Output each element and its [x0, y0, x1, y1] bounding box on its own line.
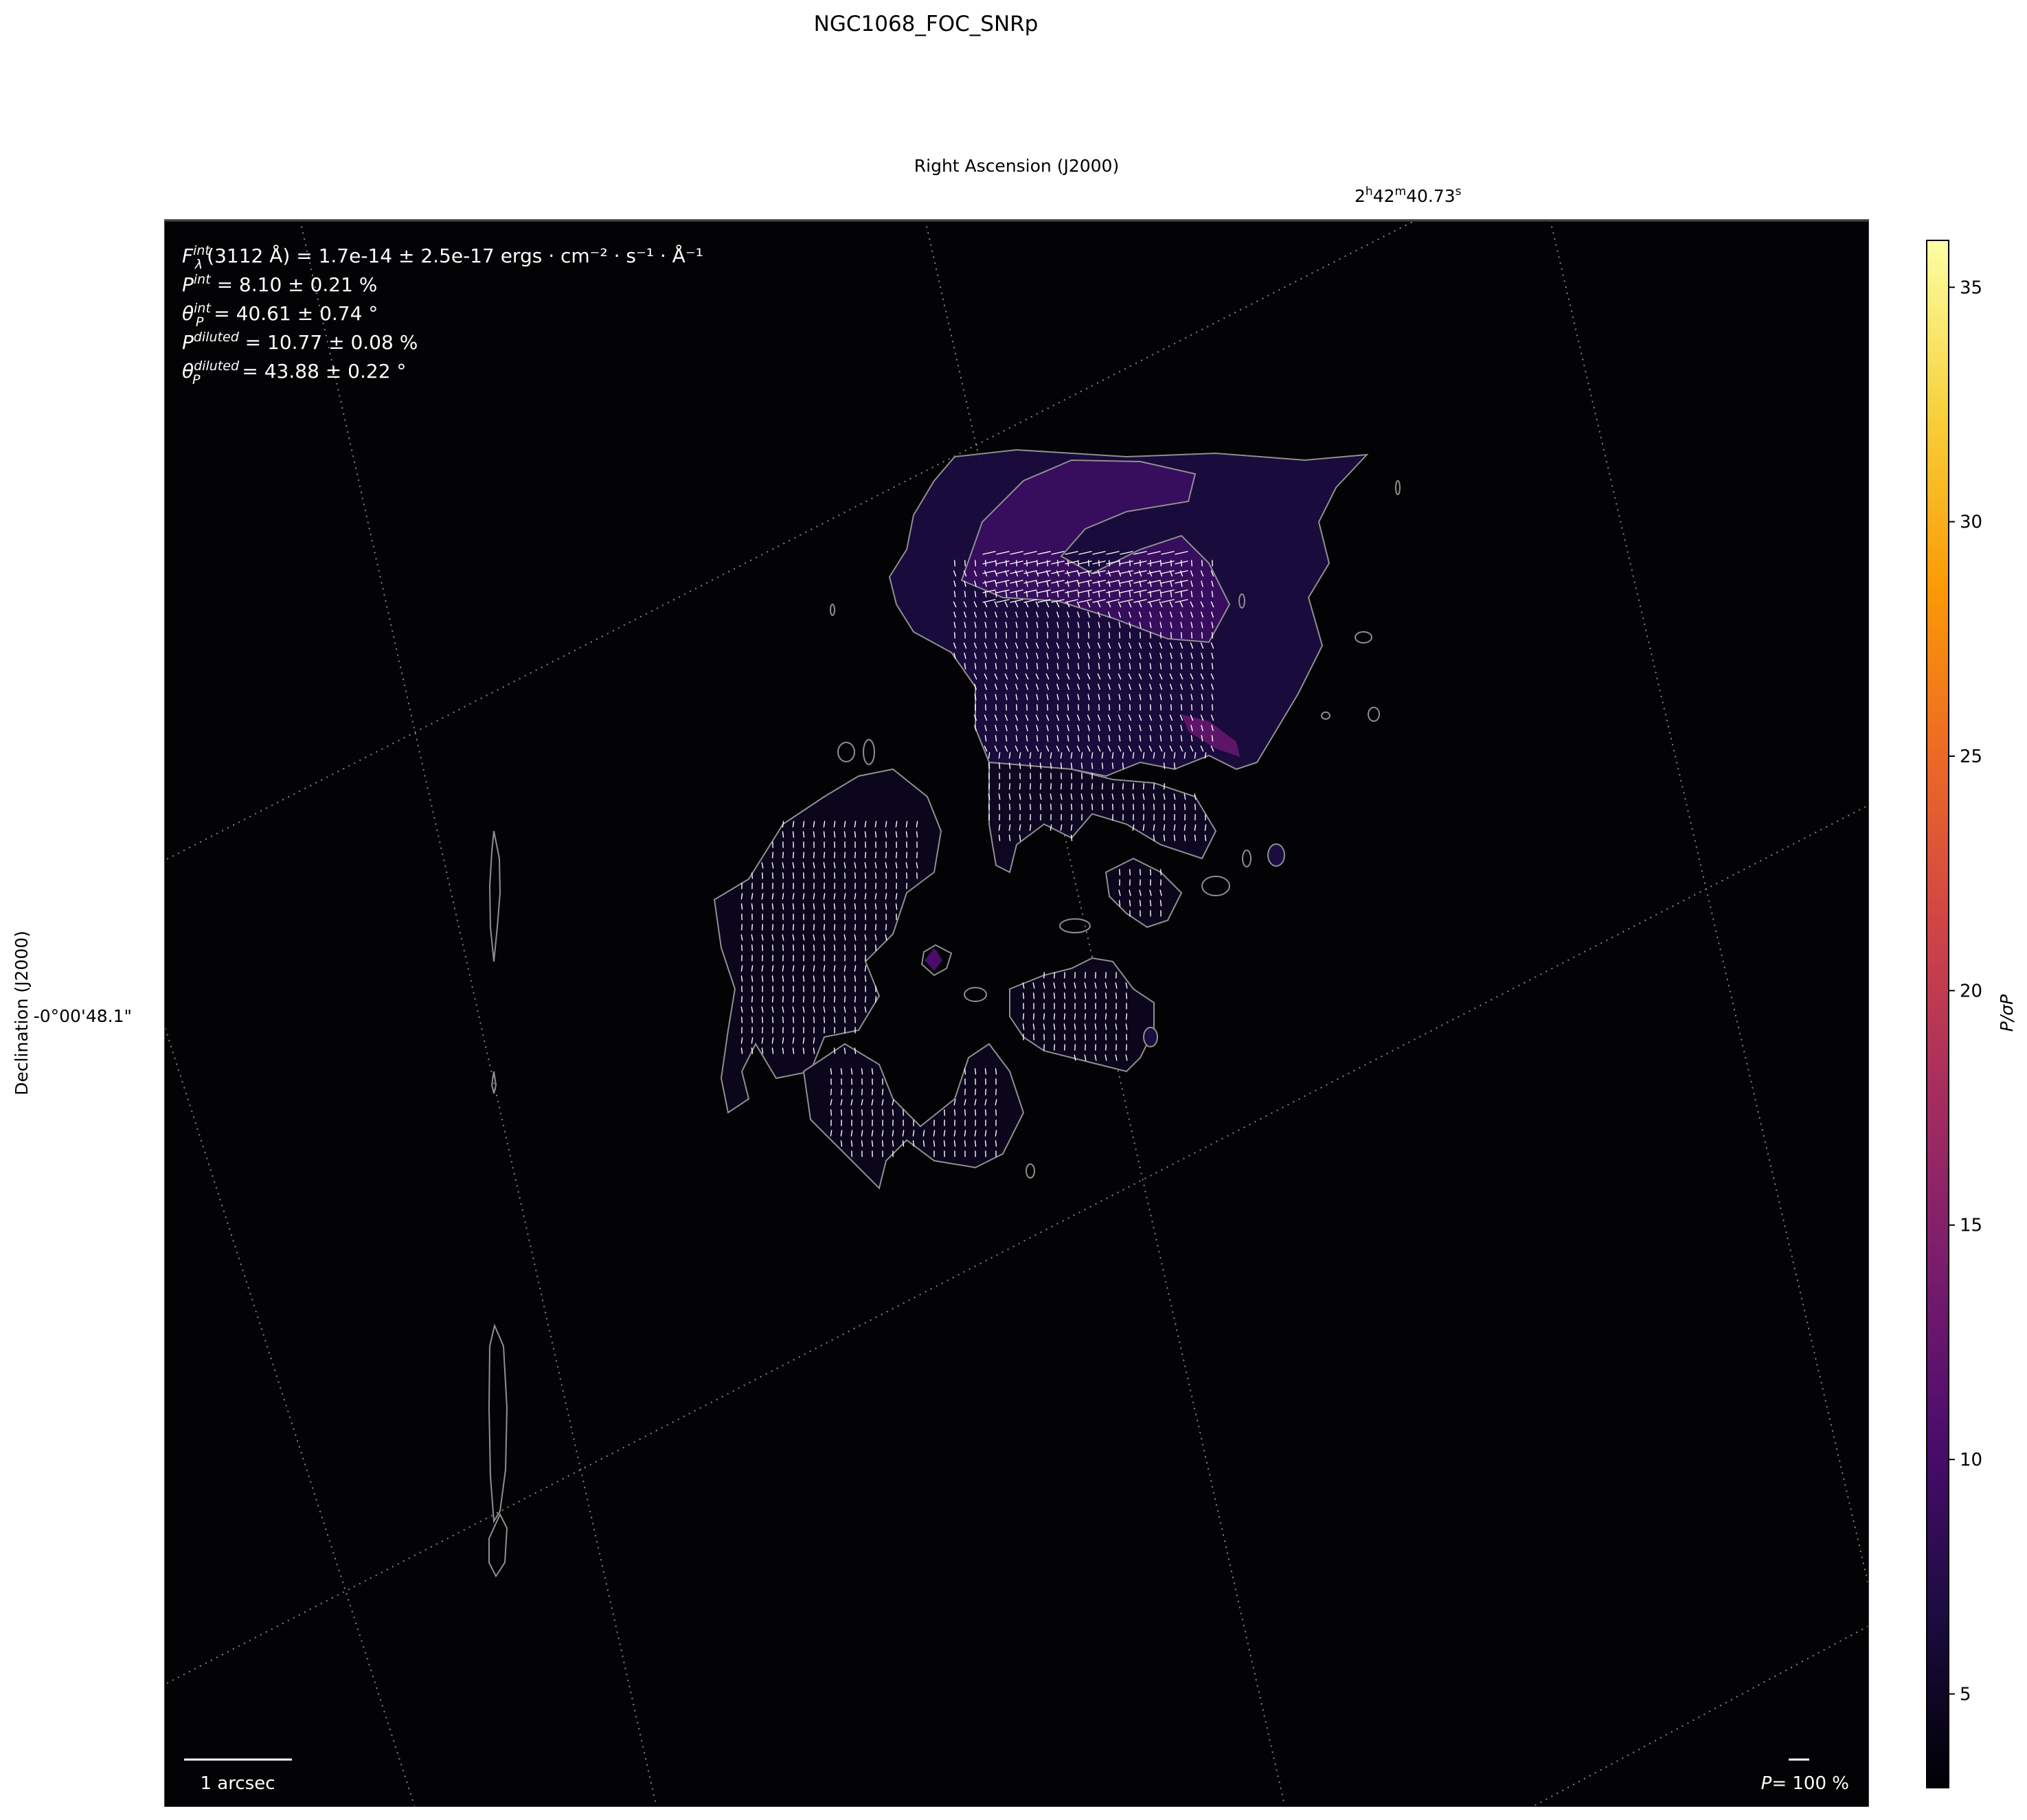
- polarization-vector: [965, 1089, 966, 1095]
- polarization-vector: [1006, 705, 1007, 710]
- polarization-vector: [1051, 804, 1052, 810]
- polarization-vector: [1116, 1014, 1117, 1019]
- polarization-vector: [824, 976, 825, 981]
- polarization-vector: [1092, 784, 1093, 789]
- polarization-vector: [1075, 1014, 1076, 1019]
- polarization-vector: [841, 1089, 842, 1095]
- polarization-vector: [1106, 993, 1107, 999]
- polarization-vector: [783, 832, 784, 837]
- polarization-vector: [934, 1141, 935, 1146]
- colorbar-tick-label: 15: [1960, 1215, 1983, 1236]
- polarization-vector: [793, 1017, 794, 1023]
- polarization-vector: [1037, 633, 1038, 638]
- polarization-vector: [1082, 804, 1083, 810]
- polarization-vector: [1130, 869, 1131, 875]
- polarization-vector: [917, 852, 918, 858]
- annotation-theta-diluted: $\theta^{diluted}$ P = 43.88 ± 0.22 °: [182, 359, 407, 387]
- polarization-vector: [1202, 705, 1203, 710]
- polarization-vector: [824, 832, 825, 837]
- polarization-vector: [1164, 835, 1165, 841]
- polarization-vector: [865, 924, 866, 930]
- polarization-vector: [752, 924, 753, 930]
- polarization-vector: [917, 873, 918, 878]
- polarization-vector: [762, 1048, 763, 1054]
- colorbar-tick-label: 35: [1960, 277, 1983, 299]
- polarization-vector: [1133, 804, 1134, 810]
- polarization-vector: [903, 1141, 904, 1146]
- polarization-vector: [752, 1017, 753, 1023]
- polarization-vector: [1044, 993, 1045, 999]
- polarization-vector: [865, 976, 866, 981]
- contour-line: [1144, 1027, 1157, 1047]
- polarization-vector: [855, 997, 856, 1002]
- polarization-vector: [783, 1048, 784, 1054]
- polarization-vector: [999, 763, 1000, 769]
- polarization-vector: [783, 852, 784, 858]
- polarization-vector: [865, 997, 866, 1002]
- polarization-vector: [1140, 900, 1141, 906]
- polarization-vector: [793, 976, 794, 981]
- polarization-vector: [944, 1110, 945, 1115]
- polarization-vector: [855, 873, 856, 878]
- polarization-vector: [1212, 560, 1213, 566]
- polarization-vector: [1140, 633, 1141, 638]
- polarization-vector: [824, 945, 825, 951]
- x-axis-label: Right Ascension (J2000): [914, 156, 1120, 176]
- polarization-vector: [896, 832, 897, 837]
- polarization-vector: [1078, 560, 1079, 566]
- colorbar-tick-label: 20: [1960, 981, 1983, 1002]
- polarization-vector: [783, 997, 784, 1002]
- colorbar-tick-label: 10: [1960, 1450, 1983, 1471]
- polarization-vector: [793, 924, 794, 930]
- polarization-vector: [814, 976, 815, 981]
- polarization-vector: [1078, 633, 1079, 638]
- polarization-vector: [862, 1069, 863, 1074]
- scale-bar-label: 1 arcsec: [200, 1773, 275, 1794]
- polarization-vector: [752, 1048, 753, 1054]
- polarization-vector: [783, 924, 784, 930]
- polarization-vector: [1161, 705, 1162, 710]
- polarization-vector: [989, 804, 990, 810]
- polarization-vector: [944, 1141, 945, 1146]
- polarization-vector: [752, 873, 753, 878]
- polarization-vector: [845, 873, 846, 878]
- polarization-vector: [865, 873, 866, 878]
- polarization-vector: [855, 904, 856, 909]
- polarization-vector: [886, 924, 887, 930]
- polarization-vector: [1078, 705, 1079, 710]
- polarization-vector: [742, 976, 743, 981]
- polarization-vector: [1051, 784, 1052, 789]
- polarization-vector: [1185, 804, 1186, 810]
- polarization-vector: [1161, 560, 1162, 566]
- polarization-vector: [783, 976, 784, 981]
- polarization-vector: [1020, 835, 1021, 841]
- polarization-vector: [1099, 560, 1100, 566]
- polarization-vector: [1044, 1014, 1045, 1019]
- polarization-vector: [841, 1141, 842, 1146]
- polarization-vector: [1116, 993, 1117, 999]
- polarization-vector: [1164, 784, 1165, 789]
- polarization-vector: [824, 873, 825, 878]
- annotation-p-int: $P^{int} = 8.10 \pm 0.21$ %: [182, 272, 378, 296]
- polarization-vector: [1161, 633, 1162, 638]
- polarization-vector: [1126, 993, 1127, 999]
- polarization-vector: [752, 945, 753, 951]
- polarization-vector: [762, 1017, 763, 1023]
- polarization-vector: [896, 852, 897, 858]
- polarization-vector: [1020, 784, 1021, 789]
- polarization-vector: [1075, 993, 1076, 999]
- polarization-vector: [783, 873, 784, 878]
- polarization-vector: [742, 1017, 743, 1023]
- polarization-vector: [762, 976, 763, 981]
- polarization-vector: [783, 945, 784, 951]
- polarization-vector: [855, 852, 856, 858]
- polarization-vector: [845, 945, 846, 951]
- colorbar-tick-label: 25: [1960, 747, 1983, 767]
- polarization-vector: [1171, 705, 1172, 710]
- polarization-vector: [841, 1069, 842, 1074]
- polarization-vector: [1212, 633, 1213, 638]
- polarization-vector: [1123, 804, 1124, 810]
- polarization-vector: [1212, 705, 1213, 710]
- polarization-vector: [845, 1048, 846, 1054]
- colorbar: [1927, 240, 1949, 1788]
- polarization-vector: [793, 873, 794, 878]
- polarization-vector: [855, 1048, 856, 1054]
- annotation-theta-int: $\theta^{int}$ P = 40.61 ± 0.74 °: [182, 301, 378, 330]
- polarization-vector: [999, 804, 1000, 810]
- polarization-vector: [814, 997, 815, 1002]
- polarization-vector: [886, 873, 887, 878]
- polarization-vector: [762, 945, 763, 951]
- polarization-vector: [1161, 900, 1162, 906]
- polarization-vector: [762, 873, 763, 878]
- polarization-vector: [903, 1110, 904, 1115]
- polarization-vector: [886, 852, 887, 858]
- contour-line: [1268, 844, 1284, 866]
- polarization-vector: [793, 997, 794, 1002]
- polarization-vector: [1181, 633, 1182, 638]
- polarization-vector: [845, 852, 846, 858]
- polarization-vector: [886, 832, 887, 837]
- polarization-vector: [1082, 763, 1083, 769]
- polarization-vector: [975, 1110, 976, 1115]
- polarization-vector: [814, 924, 815, 930]
- polarization-vector: [996, 1141, 997, 1146]
- polarization-vector: [865, 945, 866, 951]
- colorbar-tick-label: 30: [1960, 512, 1983, 533]
- polarization-vector: [1068, 705, 1069, 710]
- polarization-vector: [1185, 835, 1186, 841]
- polarization-vector: [762, 997, 763, 1002]
- polarization-vector: [1164, 804, 1165, 810]
- polarization-vector: [855, 1017, 856, 1023]
- polarization-vector: [1085, 1014, 1086, 1019]
- polarization-vector: [1106, 1014, 1107, 1019]
- polarization-vector: [1181, 560, 1182, 566]
- polarization-vector: [1023, 1014, 1024, 1019]
- polarization-vector: [1030, 784, 1031, 789]
- polarization-vector: [1195, 835, 1196, 841]
- polarization-vector: [762, 924, 763, 930]
- polarization-vector: [1030, 804, 1031, 810]
- polarization-vector: [893, 1110, 894, 1115]
- annotation-p-diluted: $P^{diluted} = 10.77 \pm 0.08$ %: [182, 330, 418, 354]
- polarization-vector: [975, 1089, 976, 1095]
- polarization-vector: [1205, 835, 1206, 841]
- polarization-vector: [1202, 560, 1203, 566]
- polarization-vector: [831, 1110, 832, 1115]
- polarization-vector: [855, 945, 856, 951]
- polarization-vector: [865, 852, 866, 858]
- polarization-vector: [855, 924, 856, 930]
- polarization-vector: [1130, 900, 1131, 906]
- polarization-vector: [996, 633, 997, 638]
- vector-scale-label: P= 100 %: [1760, 1773, 1849, 1794]
- polarization-vector: [1123, 763, 1124, 769]
- polarization-vector: [862, 1141, 863, 1146]
- polarization-vector: [742, 904, 743, 909]
- polarization-vector: [1140, 560, 1141, 566]
- polarization-vector: [1130, 633, 1131, 638]
- polarization-vector: [762, 904, 763, 909]
- polarization-vector: [1054, 1014, 1055, 1019]
- polarization-vector: [1154, 784, 1155, 789]
- polarization-vector: [814, 873, 815, 878]
- polarization-vector: [1027, 633, 1028, 638]
- polarization-vector: [1140, 869, 1141, 875]
- polarization-vector: [845, 832, 846, 837]
- polarization-vector: [1140, 705, 1141, 710]
- polarization-vector: [996, 560, 997, 566]
- polarization-vector: [917, 832, 918, 837]
- polarization-vector: [1054, 993, 1055, 999]
- polarization-vector: [1154, 804, 1155, 810]
- polarization-vector: [824, 852, 825, 858]
- polarization-vector: [886, 904, 887, 909]
- polarization-vector: [872, 1089, 873, 1095]
- polarization-vector: [1037, 560, 1038, 566]
- y-tick-label: -0°00'48.1": [33, 1006, 132, 1026]
- polarization-vector: [845, 904, 846, 909]
- polarization-vector: [999, 784, 1000, 789]
- polarization-vector: [793, 1048, 794, 1054]
- polarization-vector: [1133, 784, 1134, 789]
- polarization-vector: [1061, 804, 1062, 810]
- colorbar-tick-label: 5: [1960, 1684, 1971, 1705]
- polarization-vector: [814, 1017, 815, 1023]
- polarization-vector: [872, 1110, 873, 1115]
- polarization-vector: [1061, 784, 1062, 789]
- polarization-vector: [1102, 763, 1103, 769]
- annotation-flux: $F^{int}$ λ (3112 Å) = 1.7e-14 ± 2.5e-17 ergs · cm⁻² · s⁻¹ · Å⁻¹: [182, 243, 703, 272]
- polarization-vector: [1181, 705, 1182, 710]
- polarization-vector: [752, 997, 753, 1002]
- x-tick-label: 2$^h$42$^m$40.73$^s$: [1355, 185, 1462, 206]
- polarization-vector: [965, 633, 966, 638]
- polarization-vector: [989, 763, 990, 769]
- polarization-vector: [855, 976, 856, 981]
- polarization-vector: [989, 784, 990, 789]
- polarization-vector: [845, 924, 846, 930]
- polarization-vector: [999, 835, 1000, 841]
- polarization-vector: [1164, 763, 1165, 769]
- polarization-vector: [793, 945, 794, 951]
- polarization-vector: [965, 1069, 966, 1074]
- polarization-vector: [814, 904, 815, 909]
- polarization-vector: [1109, 633, 1110, 638]
- polarization-vector: [841, 1110, 842, 1115]
- polarization-vector: [1085, 993, 1086, 999]
- polarization-vector: [872, 1069, 873, 1074]
- polarization-vector: [1092, 763, 1093, 769]
- polarization-vector: [965, 560, 966, 566]
- polarization-vector: [975, 1141, 976, 1146]
- polarization-vector: [1099, 705, 1100, 710]
- polarization-vector: [862, 1089, 863, 1095]
- polarization-vector: [1020, 804, 1021, 810]
- polarization-vector: [1068, 633, 1069, 638]
- polarization-vector: [814, 832, 815, 837]
- polarization-vector: [1027, 705, 1028, 710]
- polarization-vector: [862, 1110, 863, 1115]
- polarization-vector: [845, 1017, 846, 1023]
- polarization-vector: [831, 1069, 832, 1074]
- polarization-vector: [896, 904, 897, 909]
- polarization-vector: [1154, 835, 1155, 841]
- polarization-vector: [783, 1017, 784, 1023]
- polarization-vector: [865, 832, 866, 837]
- polarization-vector: [996, 1089, 997, 1095]
- polarization-vector: [896, 873, 897, 878]
- polarization-vector: [996, 705, 997, 710]
- polarization-vector: [845, 976, 846, 981]
- polarization-vector: [893, 1141, 894, 1146]
- polarization-vector: [824, 904, 825, 909]
- polarization-vector: [975, 705, 976, 710]
- polarization-vector: [1123, 784, 1124, 789]
- polarization-vector: [1023, 993, 1024, 999]
- polarization-vector: [752, 904, 753, 909]
- polarization-vector: [742, 945, 743, 951]
- polarization-vector: [996, 1110, 997, 1115]
- polarization-vector: [872, 1141, 873, 1146]
- polarization-vector: [831, 1089, 832, 1095]
- polarization-vector: [742, 997, 743, 1002]
- polarization-vector: [975, 633, 976, 638]
- polarization-vector: [1161, 869, 1162, 875]
- polarization-vector: [924, 1141, 925, 1146]
- y-axis-label: Declination (J2000): [12, 931, 32, 1095]
- polarization-vector: [1092, 804, 1093, 810]
- polarization-vector: [793, 832, 794, 837]
- colorbar-label: P/σP: [1997, 994, 2017, 1032]
- polarization-vector: [814, 1048, 815, 1054]
- polarization-vector: [975, 1069, 976, 1074]
- polarization-vector: [814, 945, 815, 951]
- polarization-vector: [793, 904, 794, 909]
- colorbar-ticks: [1949, 277, 1982, 1705]
- polarization-vector: [1099, 633, 1100, 638]
- polarization-vector: [1102, 804, 1103, 810]
- polarization-vector: [1130, 705, 1131, 710]
- polarization-vector: [965, 1110, 966, 1115]
- polarization-vector: [1006, 633, 1007, 638]
- polarization-vector: [1195, 804, 1196, 810]
- polarization-vector: [793, 852, 794, 858]
- polarization-vector: [1102, 784, 1103, 789]
- polarization-vector: [1030, 763, 1031, 769]
- polarization-vector: [845, 997, 846, 1002]
- polarization-vector: [975, 560, 976, 566]
- polarization-vector: [855, 832, 856, 837]
- polarization-vector: [824, 924, 825, 930]
- polarization-vector: [1109, 705, 1110, 710]
- polarization-vector: [752, 976, 753, 981]
- polarization-vector: [1171, 633, 1172, 638]
- polarization-vector: [865, 904, 866, 909]
- polarization-vector: [996, 1069, 997, 1074]
- polarization-vector: [1037, 705, 1038, 710]
- polarization-vector: [742, 924, 743, 930]
- polarization-vector: [814, 852, 815, 858]
- polarization-vector: [965, 1141, 966, 1146]
- polarization-vector: [1020, 763, 1021, 769]
- polarization-vector: [1126, 1014, 1127, 1019]
- polarization-vector: [1051, 763, 1052, 769]
- polarization-vector: [1061, 763, 1062, 769]
- polarization-vector: [742, 1048, 743, 1054]
- chart-title: NGC1068_FOC_SNRp: [813, 12, 1039, 36]
- polarization-vector: [1082, 784, 1083, 789]
- polarization-vector: [1202, 633, 1203, 638]
- polarization-vector: [824, 1017, 825, 1023]
- polarization-vector: [783, 904, 784, 909]
- polarization-vector: [824, 997, 825, 1002]
